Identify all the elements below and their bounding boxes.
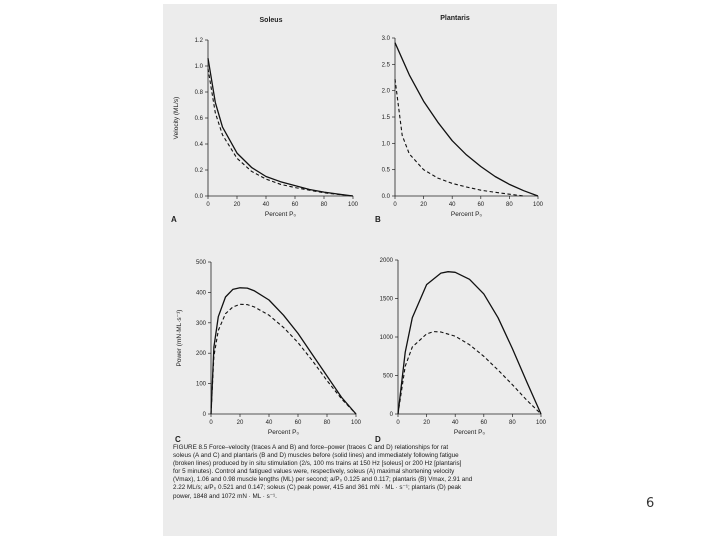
x-axis-label: Percent P₀ [267,429,300,436]
figure-panels [163,4,557,444]
caption-line: FIGURE 8.5 Force–velocity (traces A and B) and force–power (traces C and D) relationships for rat [173,444,449,451]
x-tick-label: 40 [451,420,459,426]
y-tick-label: 0.5 [381,167,390,174]
y-tick-label: 0 [202,412,206,418]
y-tick-label: 400 [195,290,206,297]
y-tick-label: 0.4 [194,142,203,148]
x-tick-label: 100 [347,202,359,208]
page-number: 6 [646,496,655,511]
x-axis-label: Percent P₀ [450,211,483,218]
y-tick-label: 300 [195,320,206,327]
fatigue-curve-b [395,79,524,196]
y-tick-label: 200 [195,351,206,358]
y-tick-label: 2.5 [381,62,390,69]
x-tick-label: 60 [477,202,485,208]
y-tick-label: 1000 [379,335,393,341]
y-tick-label: 0.0 [381,194,390,200]
x-tick-label: 60 [294,420,302,426]
fatigue-curve-c [211,304,356,414]
y-tick-label: 1500 [379,296,393,303]
x-axis-label: Percent P₀ [453,429,486,436]
x-tick-label: 60 [480,420,488,426]
panel-title: Plantaris [440,15,470,22]
y-tick-label: 3.0 [381,36,390,42]
control-curve-d [398,272,541,414]
panel-letter: C [175,435,181,444]
caption-line: soleus (A and C) and plantaris (B and D) muscles before (solid lines) and immediately following fatigue [173,452,459,460]
x-tick-label: 40 [262,202,270,208]
scanned-page [163,4,557,536]
control-curve-b [395,43,538,196]
panel-title: Soleus [259,17,283,24]
y-tick-label: 0.0 [194,194,203,200]
caption-line: (broken lines) produced by in situ stimulation (2/s, 100 ms trains at 150 Hz [soleus] or 200 Hz [plantaris] [173,460,462,468]
x-tick-label: 60 [291,202,299,208]
x-tick-label: 80 [323,420,331,426]
x-tick-label: 80 [509,420,516,426]
panel-letter: B [375,215,381,224]
y-tick-label: 0.2 [194,168,203,174]
panel-letter: A [171,215,177,224]
x-tick-label: 0 [209,420,213,426]
y-tick-label: 100 [195,381,206,388]
y-tick-label: 1.0 [194,64,203,70]
y-tick-label: 2.0 [381,88,390,95]
x-tick-label: 40 [448,202,456,208]
x-tick-label: 20 [423,420,430,426]
caption-line: (Vmax), 1.06 and 0.98 muscle lengths (ML) per second; a/P₀ 0.125 and 0.117; plantaris (B) Vmax, 2.91 and [173,476,473,484]
control-curve-a [208,58,353,196]
x-tick-label: 20 [233,202,241,208]
y-tick-label: 2000 [379,258,393,264]
y-tick-label: 1.5 [381,115,390,121]
x-tick-label: 100 [350,420,362,426]
control-curve-c [211,288,356,414]
x-tick-label: 0 [206,202,210,208]
y-tick-label: 0.8 [194,90,203,96]
x-tick-label: 0 [393,202,397,208]
panel-letter: D [375,435,381,444]
x-tick-label: 0 [396,420,400,426]
y-axis-label: Velocity (ML/s) [173,96,180,140]
x-tick-label: 20 [236,420,244,426]
y-tick-label: 1.0 [381,141,390,148]
x-tick-label: 20 [420,202,427,208]
fatigue-curve-a [208,69,353,196]
caption-line: power, 1848 and 1072 mN · ML · s⁻¹. [173,492,277,500]
y-tick-label: 500 [195,260,206,266]
x-tick-label: 100 [532,202,544,208]
y-tick-label: 500 [382,373,393,380]
fatigue-curve-d [398,332,541,414]
x-tick-label: 80 [506,202,513,208]
caption-line: for 5 minutes). Control and fatigued values were, respectively, soleus (A) maximal shortening velocity [173,468,455,476]
y-tick-label: 0 [389,412,393,418]
y-tick-label: 0.6 [194,116,203,122]
figure-caption [173,444,553,501]
y-axis-label: Power (mN·ML·s⁻¹) [176,309,183,367]
x-tick-label: 80 [320,202,328,208]
x-axis-label: Percent P₀ [264,211,297,218]
x-tick-label: 100 [535,420,547,426]
caption-line: 2.22 ML/s; a/P₀ 0.521 and 0.147; soleus (C) peak power, 415 and 361 mN · ML · s⁻¹; plantaris (D) peak [173,484,462,492]
y-tick-label: 1.2 [194,38,203,44]
x-tick-label: 40 [265,420,273,426]
